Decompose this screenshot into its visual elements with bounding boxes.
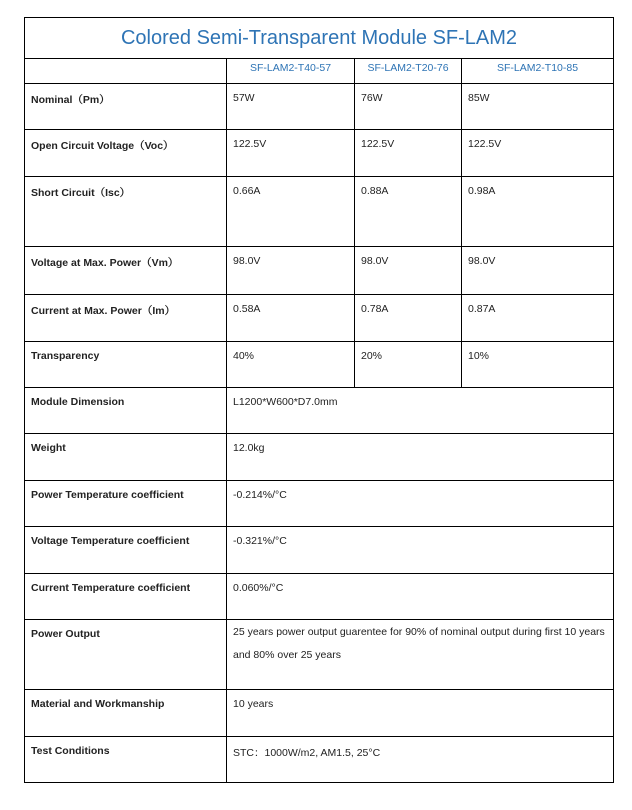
- row-value: 98.0V: [227, 247, 355, 295]
- row-value: 98.0V: [462, 247, 614, 295]
- row-label: Voltage Temperature coefficient: [25, 527, 227, 574]
- spec-table: [24, 17, 614, 783]
- row-value: 25 years power output guarentee for 90% of nominal output during first 10 years and 80% over 25 years: [227, 620, 614, 690]
- row-label: Weight: [25, 434, 227, 481]
- row-value: 10%: [462, 342, 614, 388]
- row-label: Voltage at Max. Power（Vm）: [25, 247, 227, 295]
- table-row: [25, 690, 614, 737]
- row-value: 10 years: [227, 690, 614, 737]
- table-row: [25, 247, 614, 295]
- row-value: 122.5V: [355, 130, 462, 177]
- row-label: Test Conditions: [25, 737, 227, 783]
- row-label: Power Temperature coefficient: [25, 481, 227, 527]
- model-header: SF-LAM2-T20-76: [355, 59, 462, 84]
- row-value: 12.0kg: [227, 434, 614, 481]
- row-label: Material and Workmanship: [25, 690, 227, 737]
- row-value: L1200*W600*D7.0mm: [227, 388, 614, 434]
- row-value: 20%: [355, 342, 462, 388]
- table-row: [25, 737, 614, 783]
- row-value: 76W: [355, 84, 462, 130]
- table-row: [25, 130, 614, 177]
- row-label: Transparency: [25, 342, 227, 388]
- row-value: 0.58A: [227, 295, 355, 342]
- table-row: [25, 434, 614, 481]
- row-label: Current at Max. Power（Im）: [25, 295, 227, 342]
- table-row: [25, 388, 614, 434]
- table-row: [25, 342, 614, 388]
- row-value: 0.060%/°C: [227, 574, 614, 620]
- row-value: 40%: [227, 342, 355, 388]
- row-value: 0.88A: [355, 177, 462, 247]
- row-value: -0.321%/°C: [227, 527, 614, 574]
- row-value: 0.87A: [462, 295, 614, 342]
- row-value: 122.5V: [462, 130, 614, 177]
- row-label: Short Circuit（Isc）: [25, 177, 227, 247]
- row-label: Current Temperature coefficient: [25, 574, 227, 620]
- table-row: [25, 481, 614, 527]
- row-label: Nominal（Pm）: [25, 84, 227, 130]
- row-value: STC：1000W/m2, AM1.5, 25°C: [227, 737, 614, 783]
- table-row: [25, 177, 614, 247]
- row-value: 98.0V: [355, 247, 462, 295]
- row-label: Power Output: [25, 620, 227, 690]
- table-row: [25, 84, 614, 130]
- row-value: 0.98A: [462, 177, 614, 247]
- header-empty: [25, 59, 227, 84]
- row-value: 57W: [227, 84, 355, 130]
- table-row: [25, 295, 614, 342]
- spec-document: [24, 17, 613, 783]
- model-header: SF-LAM2-T10-85: [462, 59, 614, 84]
- row-value: 0.78A: [355, 295, 462, 342]
- row-value: -0.214%/°C: [227, 481, 614, 527]
- row-value: 122.5V: [227, 130, 355, 177]
- row-value: 85W: [462, 84, 614, 130]
- table-title: Colored Semi-Transparent Module SF-LAM2: [25, 18, 614, 59]
- row-label: Open Circuit Voltage（Voc）: [25, 130, 227, 177]
- table-row: [25, 620, 614, 690]
- model-header: SF-LAM2-T40-57: [227, 59, 355, 84]
- row-label: Module Dimension: [25, 388, 227, 434]
- row-value: 0.66A: [227, 177, 355, 247]
- table-row: [25, 574, 614, 620]
- table-row: [25, 527, 614, 574]
